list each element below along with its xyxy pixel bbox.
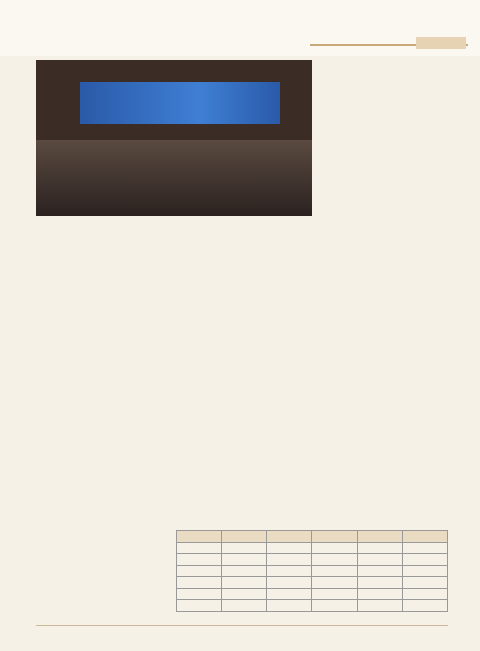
page-number [212,630,268,642]
table-cell [222,577,267,589]
table-row [177,600,448,612]
table-cell [402,588,447,600]
table-cell [357,588,402,600]
table-row [177,542,448,554]
stage-screen [80,82,280,124]
table-cell [267,588,312,600]
table-cell [312,565,357,577]
header-band [0,0,480,56]
table-cell [402,554,447,566]
table-cell [267,542,312,554]
table-header-row [177,531,448,543]
table-row [177,588,448,600]
table-cell [402,600,447,612]
table-cell [222,554,267,566]
section-heading [316,326,446,342]
column-header [267,531,312,543]
table-cell [267,577,312,589]
table-cell [267,565,312,577]
event-photo [36,60,312,216]
table-cell [222,588,267,600]
table-row [177,565,448,577]
table-cell [222,542,267,554]
table-cell [312,577,357,589]
table-cell [222,600,267,612]
table-caption [176,516,448,528]
column-header [357,531,402,543]
table-cell [357,600,402,612]
column-header [402,531,447,543]
table-cell [177,577,222,589]
table-cell [312,542,357,554]
text-column-right [316,68,446,69]
table-cell [177,554,222,566]
table-cell [402,577,447,589]
table-cell [312,588,357,600]
column-header [222,531,267,543]
column-header [177,531,222,543]
photo-caption [42,218,302,228]
table-cell [267,600,312,612]
table-cell [312,600,357,612]
column-header [312,531,357,543]
table-cell [222,565,267,577]
table-cell [357,577,402,589]
table-row [177,554,448,566]
table-cell [312,554,357,566]
table-cell [177,600,222,612]
table-cell [357,565,402,577]
table-cell [357,554,402,566]
audience [36,140,312,216]
table-cell [267,554,312,566]
text-column-b [176,234,304,235]
table-cell [402,565,447,577]
table-cell [177,565,222,577]
table-cell [357,542,402,554]
table-cell [177,542,222,554]
text-column-a [36,234,164,235]
streets-table [176,530,448,612]
table-row [177,577,448,589]
table-cell [177,588,222,600]
section-tag [416,37,466,49]
table-cell [402,542,447,554]
text-column-right-lower [316,348,446,349]
footer-rule [36,625,448,626]
